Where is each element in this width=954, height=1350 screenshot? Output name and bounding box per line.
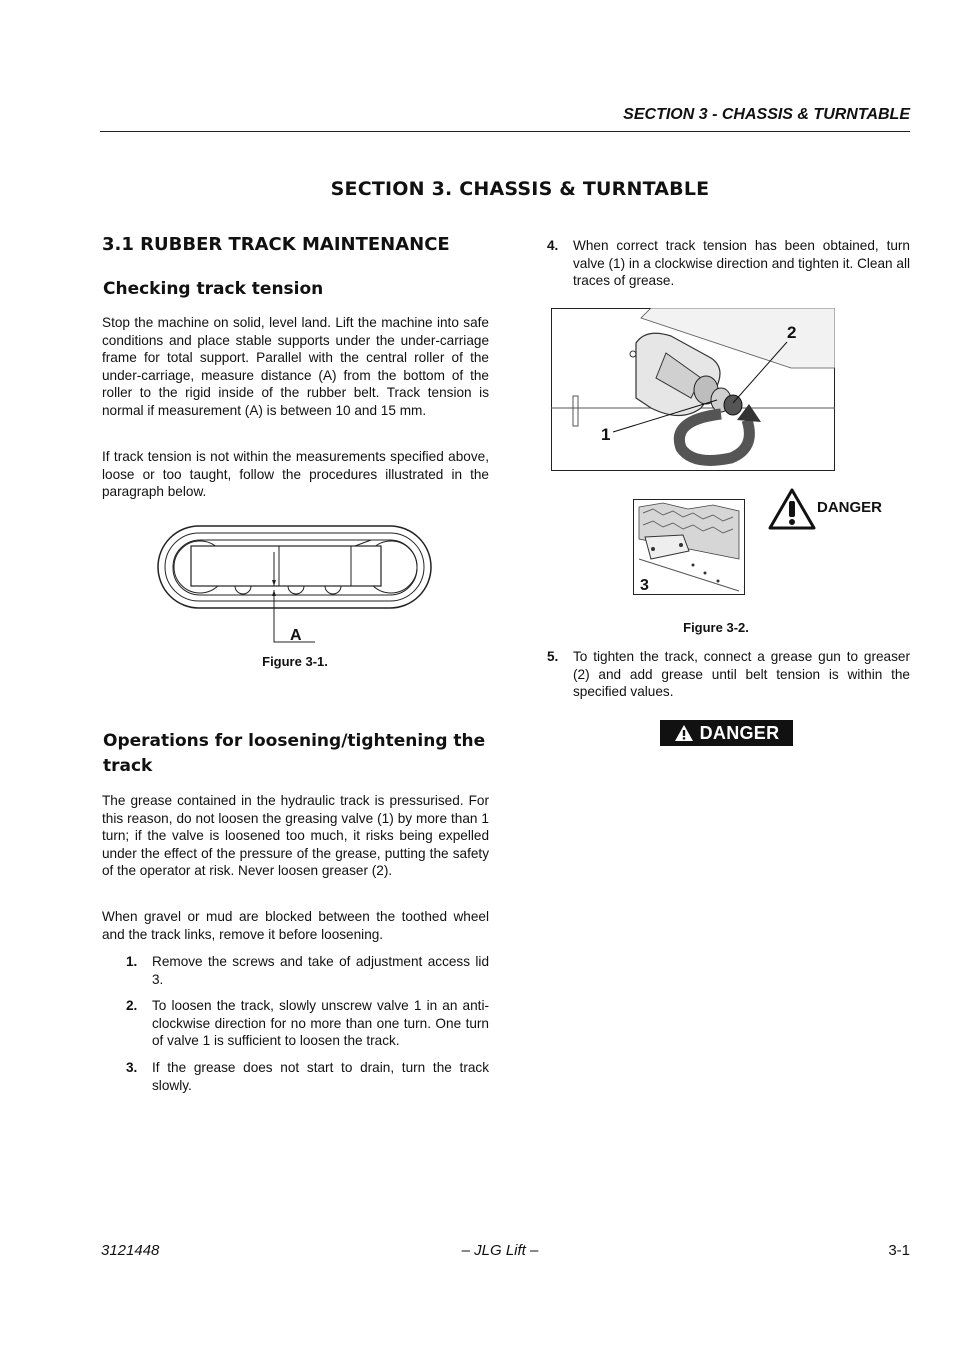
step-text: If the grease does not start to drain, turn the track slowly. — [152, 1059, 489, 1093]
figure-3-2-label-3: 3 — [640, 577, 649, 594]
danger-banner-label: DANGER — [699, 722, 780, 743]
step-text: To tighten the track, connect a grease gun to greaser (2) and add grease until belt tension is within the specified values. — [573, 649, 910, 700]
step-number: 3. — [126, 1059, 138, 1075]
figure-3-2-danger-label: DANGER — [817, 499, 883, 516]
step-item — [126, 953, 489, 988]
figure-3-2-access-lid-photo — [633, 499, 745, 595]
figure-3-2-valve-photo — [551, 308, 835, 471]
paragraph-operations-2: When gravel or mud are blocked between the toothed wheel and the track links, remove it before loosening. — [102, 909, 489, 942]
footer-doc-number: 3121448 — [101, 1242, 160, 1259]
subheading-operations: Operations for loosening/tightening the track — [103, 731, 486, 776]
paragraph-checking-2: If track tension is not within the measurements specified above, loose or too taught, follow the procedures illustrated in the paragraph below. — [102, 449, 489, 500]
figure-3-2-label-1: 1 — [601, 425, 611, 444]
paragraph-operations-1: The grease contained in the hydraulic track is pressurised. For this reason, do not loosen the greasing valve (1) by more than 1 turn; if the valve is loosened too much, it risks being expelled under the effect of the pressure of the grease, putting the safety of the operator at risk. Never loosen greaser (2). — [102, 793, 489, 879]
header-rule — [100, 131, 910, 132]
step-item — [126, 997, 489, 1050]
paragraph-checking-1: Stop the machine on solid, level land. Lift the machine into safe conditions and place stable supports under the under-carriage frame for total support. Parallel with the central roller of the under-carriage, measure distance (A) from the bottom of the roller to the rigid inside of the rubber belt. Track tension is normal if measurement (A) is between 10 and 15 mm. — [102, 315, 489, 418]
subheading-checking-track-tension: Checking track tension — [103, 279, 324, 299]
step-text: Remove the screws and take of adjustment access lid 3. — [152, 954, 489, 987]
steps-list-left — [126, 953, 489, 1094]
step-number: 1. — [126, 954, 138, 969]
footer-publisher: – JLG Lift – — [461, 1242, 539, 1259]
danger-warning-triangle-icon — [768, 488, 816, 530]
heading-3-1: 3.1 RUBBER TRACK MAINTENANCE — [102, 234, 450, 255]
figure-3-1-caption: Figure 3-1. — [262, 654, 328, 669]
step-item — [547, 237, 910, 290]
figure-3-1-label-a: A — [290, 627, 302, 644]
figure-3-2-caption: Figure 3-2. — [683, 620, 749, 635]
step-item — [126, 1059, 489, 1094]
step-item — [547, 648, 910, 701]
step-number: 5. — [547, 649, 559, 664]
step-text: To loosen the track, slowly unscrew valve 1 in an anti-clockwise direction for no more than one turn. One turn of valve 1 is sufficient to loosen the track. — [152, 998, 489, 1049]
step-text: When correct track tension has been obtained, turn valve (1) in a clockwise direction and tighten it. Clean all traces of grease. — [573, 238, 910, 289]
running-header: SECTION 3 - CHASSIS & TURNTABLE — [623, 106, 910, 123]
step-number: 4. — [547, 238, 559, 253]
figure-3-1-track-diagram — [155, 522, 435, 652]
figure-3-2-label-2: 2 — [787, 323, 797, 342]
danger-banner — [660, 720, 793, 746]
warning-triangle-icon — [674, 724, 694, 742]
step-number: 2. — [126, 998, 138, 1014]
footer-page-number: 3-1 — [888, 1242, 910, 1259]
section-title: SECTION 3. CHASSIS & TURNTABLE — [330, 178, 710, 200]
